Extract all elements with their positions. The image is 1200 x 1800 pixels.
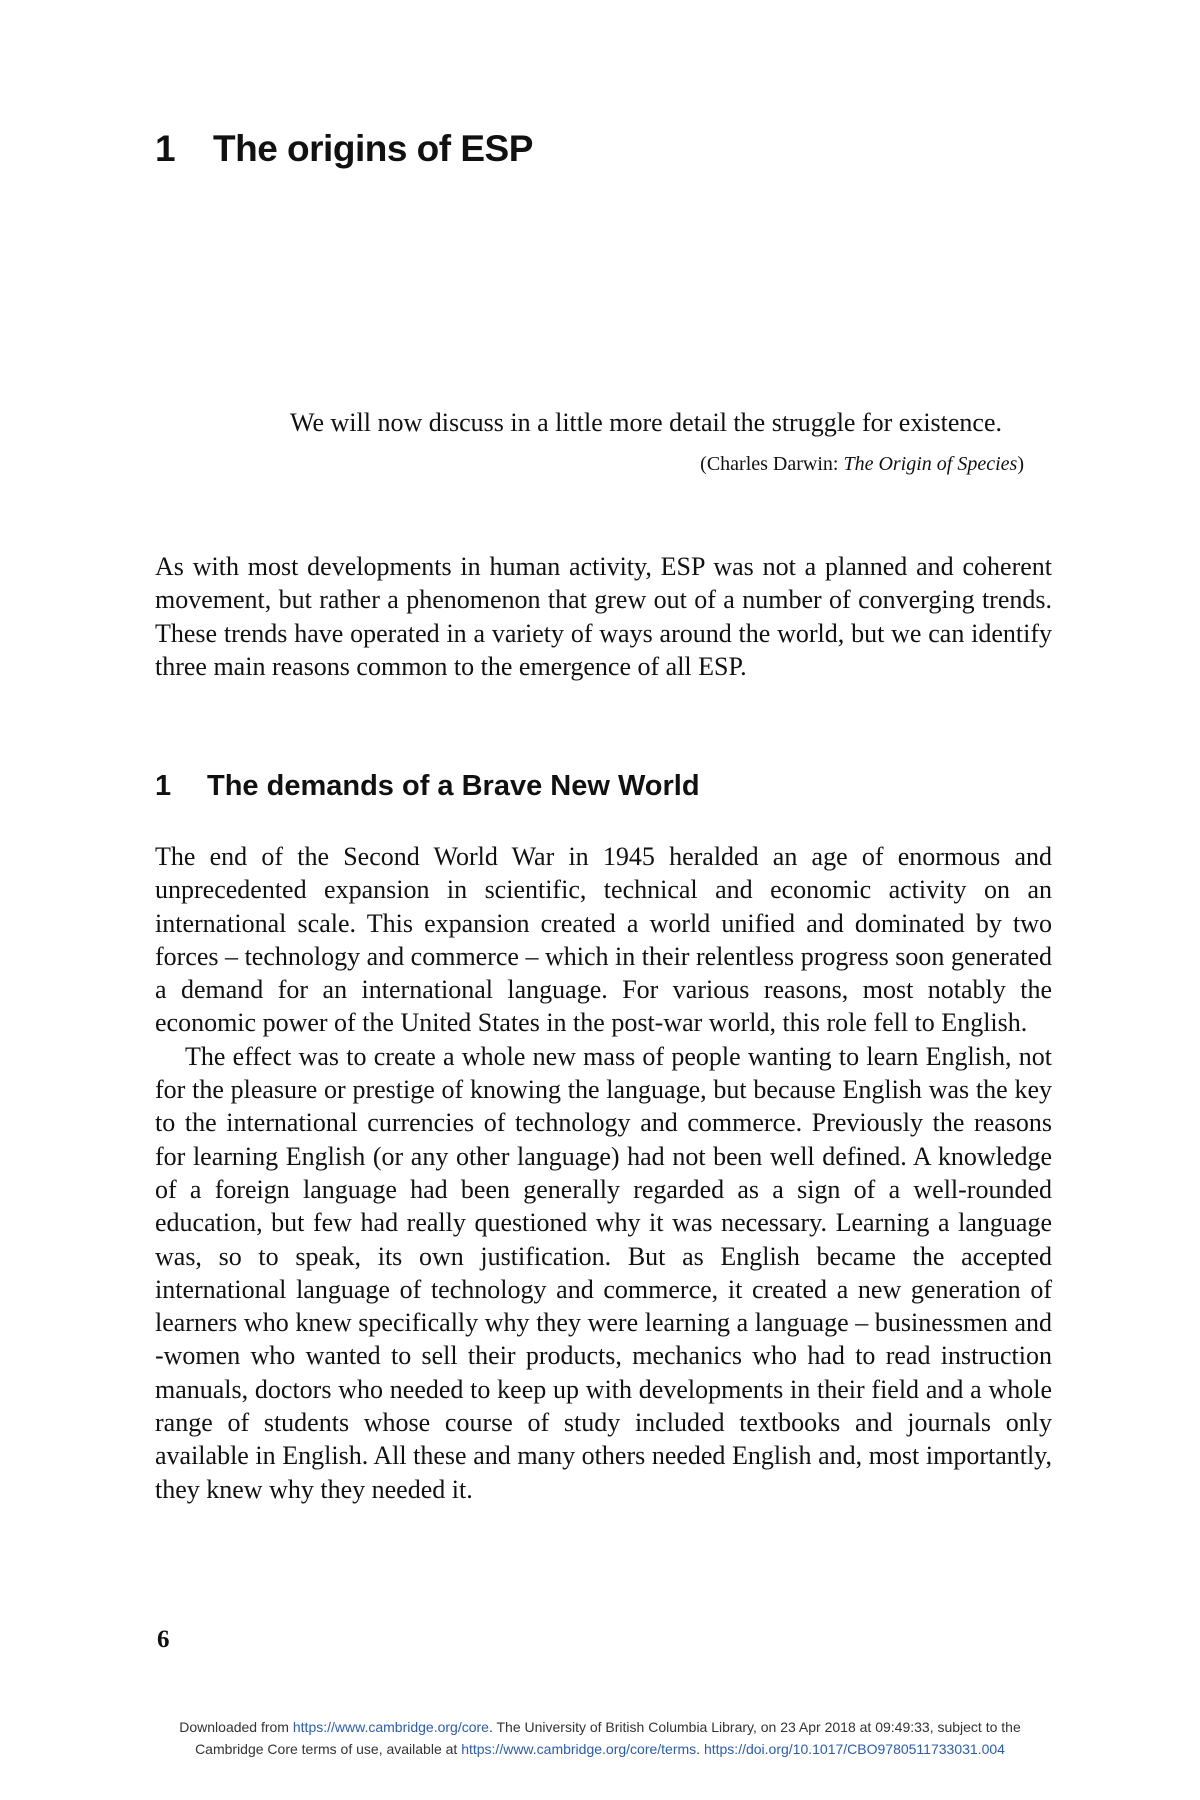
chapter-title-text: The origins of ESP [213, 128, 533, 169]
download-notice [0, 1716, 1200, 1760]
epigraph-attribution [290, 451, 1052, 477]
doi-link[interactable]: https://doi.org/10.1017/CBO9780511733031.004 [703, 1741, 1005, 1757]
cambridge-core-link[interactable]: https://www.cambridge.org/core [292, 1719, 489, 1735]
notice-text: . [696, 1741, 704, 1757]
attribution-author: (Charles Darwin: [700, 453, 844, 475]
intro-paragraph: As with most developments in human activity, ESP was not a planned and coherent movement, but rather a phenomenon that grew out of a number of converging trends. These trends have operated in a variety of ways around the world, but we can identify three main reasons common to the emergence of all ESP. [155, 552, 1052, 681]
chapter-number: 1 [155, 128, 176, 169]
notice-text: Cambridge Core terms of use, available at [195, 1741, 462, 1757]
notice-text: . The University of British Columbia Library, on 23 Apr 2018 at 09:49:33, subject to the [488, 1719, 1021, 1735]
attribution-close: ) [1017, 453, 1024, 475]
attribution-work: The Origin of Species [843, 453, 1018, 475]
page-number: 6 [157, 1626, 170, 1653]
section-body [155, 840, 1052, 1506]
section-heading [155, 770, 700, 803]
paragraph: The end of the Second World War in 1945 heralded an age of enormous and unprecedented expansion in scientific, technical and economic activity on an international scale. This expansion created a world unified and dominated by two forces – technology and commerce – which in their relentless progress soon generated a demand for an international language. For various reasons, most notably the economic power of the United States in the post-war world, this role fell to English. [155, 842, 1052, 1038]
intro-section [155, 550, 1052, 683]
epigraph [290, 406, 1052, 477]
section-number: 1 [155, 770, 172, 802]
chapter-title [155, 128, 533, 170]
paragraph: The effect was to create a whole new mass of people wanting to learn English, not for the pleasure or prestige of knowing the language, but because English was the key to the international currencies of technology and commerce. Previously the reasons for learning English (or any other language) had not been well defined. A knowledge of a foreign language had been generally regarded as a sign of a well-rounded education, but few had really questioned why it was necessary. Learning a language was, so to speak, its own justification. But as English became the accepted international language of technology and commerce, it created a new generation of learners who knew specifically why they were learning a language – businessmen and -women who wanted to sell their products, mechanics who had to read instruction manuals, doctors who needed to keep up with developments in their field and a whole range of students whose course of study included textbooks and journals only available in English. All these and many others needed English and, most importantly, they knew why they needed it. [155, 1041, 1052, 1504]
download-notice-line-1 [0, 1716, 1200, 1738]
epigraph-quote: We will now discuss in a little more detail the struggle for existence. [290, 408, 1003, 437]
section-heading-text: The demands of a Brave New World [207, 770, 700, 802]
download-notice-line-2 [0, 1738, 1200, 1760]
notice-text: Downloaded from [179, 1719, 293, 1735]
terms-link[interactable]: https://www.cambridge.org/core/terms [461, 1741, 697, 1757]
